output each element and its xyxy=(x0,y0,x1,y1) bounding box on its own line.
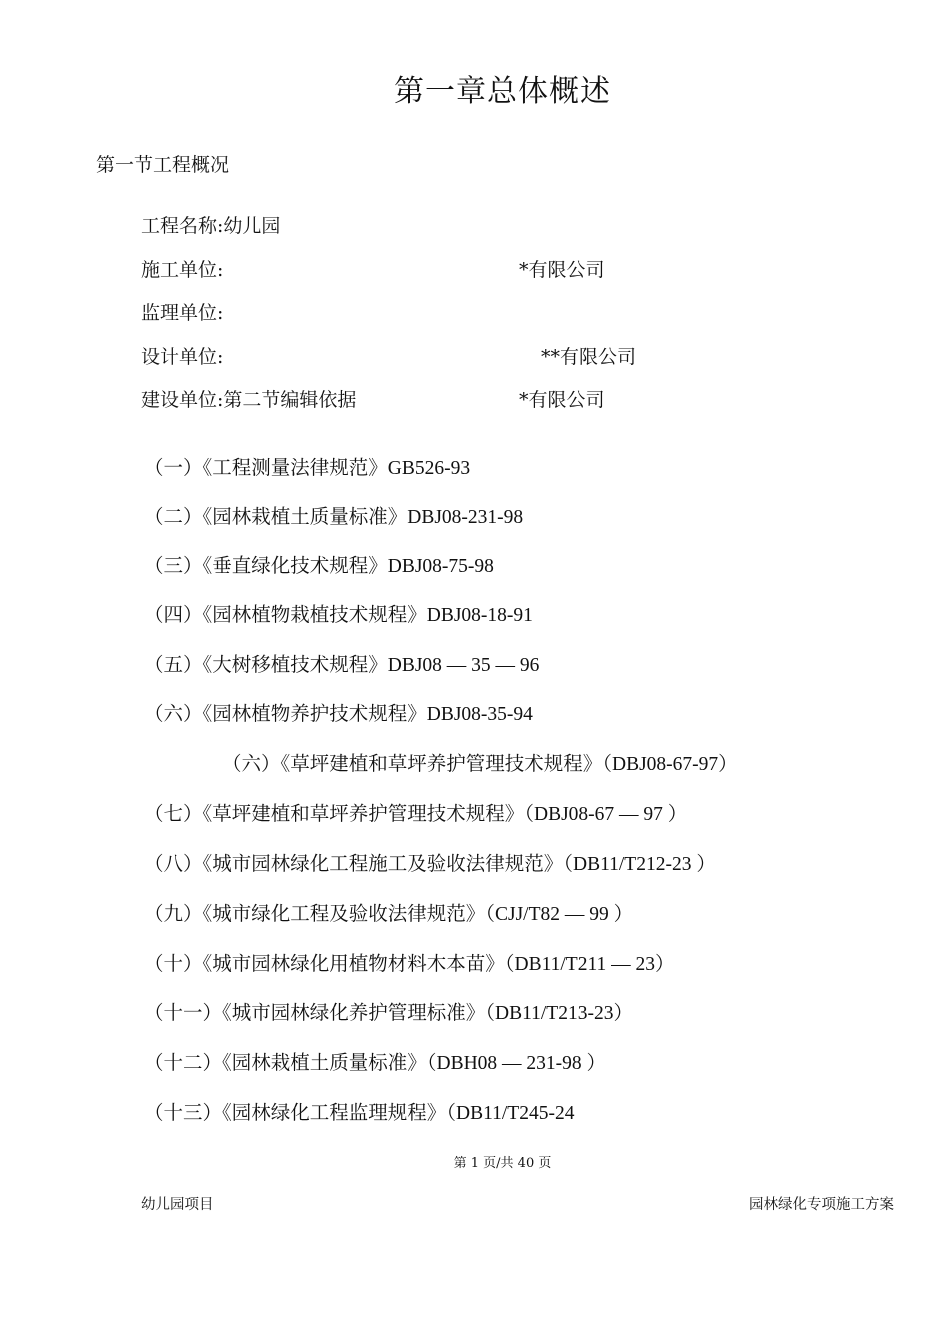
header-document-title: 园林绿化专项施工方案 xyxy=(749,1197,894,1213)
reference-item: （四）《园林植物栽植技术规程》DBJ08-18-91 xyxy=(144,605,533,626)
builder-unit-label: 建设单位:第二节编辑依据 xyxy=(141,389,357,411)
reference-item: （十）《城市园林绿化用植物材料木本苗》（DB11/T211 — 23） xyxy=(144,954,675,975)
reference-item: （十三）《园林绿化工程监理规程》（DB11/T245-24 xyxy=(144,1103,575,1124)
builder-unit-value: *有限公司 xyxy=(519,389,605,411)
header-project-name: 幼儿园项目 xyxy=(141,1197,214,1213)
reference-item: （五）《大树移植技术规程》DBJ08 — 35 — 96 xyxy=(144,655,540,676)
section-heading: 第一节工程概况 xyxy=(96,154,230,176)
design-unit-value: **有限公司 xyxy=(541,346,637,368)
reference-item: （九）《城市绿化工程及验收法律规范》（CJJ/T82 — 99 ） xyxy=(144,904,634,925)
construction-unit-value: *有限公司 xyxy=(519,259,605,281)
design-unit-label: 设计单位: xyxy=(141,346,224,368)
reference-item: （八）《城市园林绿化工程施工及验收法律规范》（DB11/T212-23 ） xyxy=(144,854,716,875)
page-number: 第 1 页/共 40 页 xyxy=(453,1156,552,1171)
reference-item: （一）《工程测量法律规范》GB526-93 xyxy=(144,458,471,479)
page-title: 第一章总体概述 xyxy=(394,74,611,109)
supervision-unit-label: 监理单位: xyxy=(141,302,224,324)
reference-item: （十一）《城市园林绿化养护管理标准》（DB11/T213-23） xyxy=(144,1003,633,1024)
reference-item: （六）《草坪建植和草坪养护管理技术规程》（DBJ08-67-97） xyxy=(222,754,738,775)
reference-item: （六）《园林植物养护技术规程》DBJ08-35-94 xyxy=(144,704,533,725)
project-name: 工程名称:幼儿园 xyxy=(141,215,281,237)
reference-item: （七）《草坪建植和草坪养护管理技术规程》（DBJ08-67 — 97 ） xyxy=(144,804,688,825)
construction-unit-label: 施工单位: xyxy=(141,259,224,281)
reference-item: （三）《垂直绿化技术规程》DBJ08-75-98 xyxy=(144,556,494,577)
reference-item: （二）《园林栽植土质量标准》DBJ08-231-98 xyxy=(144,507,524,528)
reference-item: （十二）《园林栽植土质量标准》（DBH08 — 231-98 ） xyxy=(144,1053,607,1074)
